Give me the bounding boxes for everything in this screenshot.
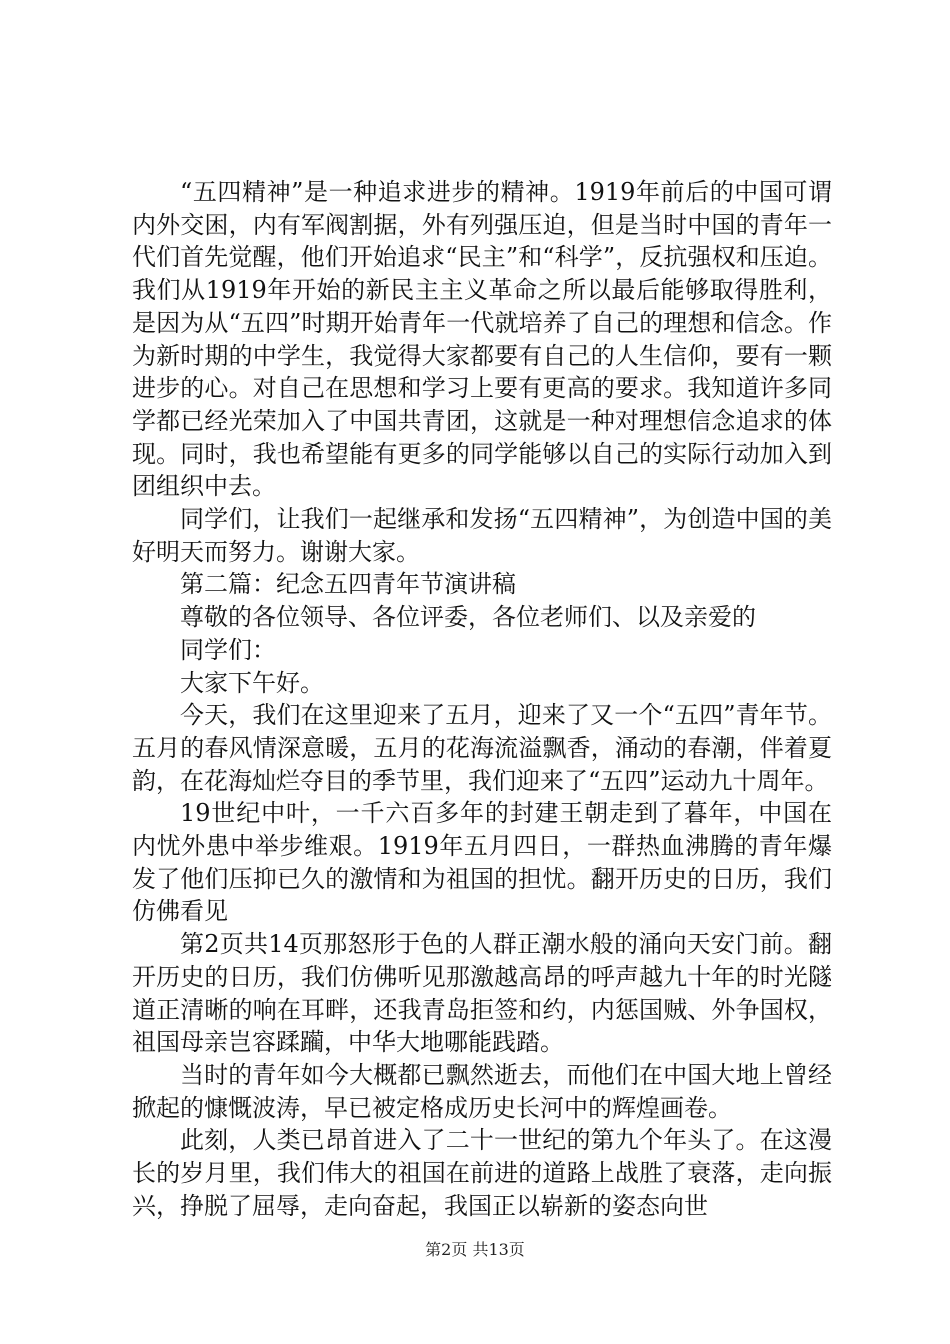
section-heading: 第二篇：纪念五四青年节演讲稿: [180, 570, 516, 599]
paragraph: 19世纪中叶，一千六百多年的封建王朝走到了暮年，中国在内忧外患中举步维艰。1919年五月四日，一群热血沸腾的青年爆发了他们压抑已久的激情和为祖国的担忧。翻开历史的日历，我们仿佛看见: [132, 799, 832, 926]
paragraph: 同学们：: [180, 635, 276, 664]
paragraph: 大家下午好。: [180, 668, 324, 697]
page-footer: 第2页 共13页: [425, 1240, 525, 1259]
paragraph: 尊敬的各位领导、各位评委，各位老师们、以及亲爱的: [180, 603, 756, 632]
paragraph: “五四精神”是一种追求进步的精神。1919年前后的中国可谓内外交困，内有军阀割据，外有列强压迫，但是当时中国的青年一代们首先觉醒，他们开始追求“民主”和“科学”，反抗强权和压迫。我们从1919年开始的新民主主义革命之所以最后能够取得胜利，是因为从“五四”时期开始青年一代就培养了自己的理想和信念。作为新时期的中学生，我觉得大家都要有自己的人生信仰，要有一颗进步的心。对自己在思想和学习上要有更高的要求。我知道许多同学都已经光荣加入了中国共青团，这就是一种对理想信念追求的体现。同时，我也希望能有更多的同学能够以自己的实际行动加入到团组织中去。: [132, 178, 832, 501]
document-body: [132, 176, 832, 1223]
paragraph: 当时的青年如今大概都已飘然逝去，而他们在中国大地上曾经掀起的慷慨波涛，早已被定格成历史长河中的辉煌画卷。: [132, 1060, 832, 1122]
paragraph: 此刻，人类已昂首进入了二十一世纪的第九个年头了。在这漫长的岁月里，我们伟大的祖国在前进的道路上战胜了衰落，走向振兴，挣脱了屈辱，走向奋起，我国正以崭新的姿态向世: [132, 1126, 832, 1220]
paragraph: 今天，我们在这里迎来了五月，迎来了又一个“五四”青年节。五月的春风情深意暖，五月的花海流溢飘香，涌动的春潮，伴着夏韵，在花海灿烂夺目的季节里，我们迎来了“五四”运动九十周年。: [132, 701, 832, 795]
paragraph: 同学们，让我们一起继承和发扬“五四精神”，为创造中国的美好明天而努力。谢谢大家。: [132, 505, 832, 566]
paragraph: 第2页共14页那怒形于色的人群正潮水般的涌向天安门前。翻开历史的日历，我们仿佛听见那激越高昂的呼声越九十年的时光隧道正清晰的响在耳畔，还我青岛拒签和约，内惩国贼、外争国权，祖国母亲岂容蹂躏，中华大地哪能践踏。: [132, 930, 832, 1057]
